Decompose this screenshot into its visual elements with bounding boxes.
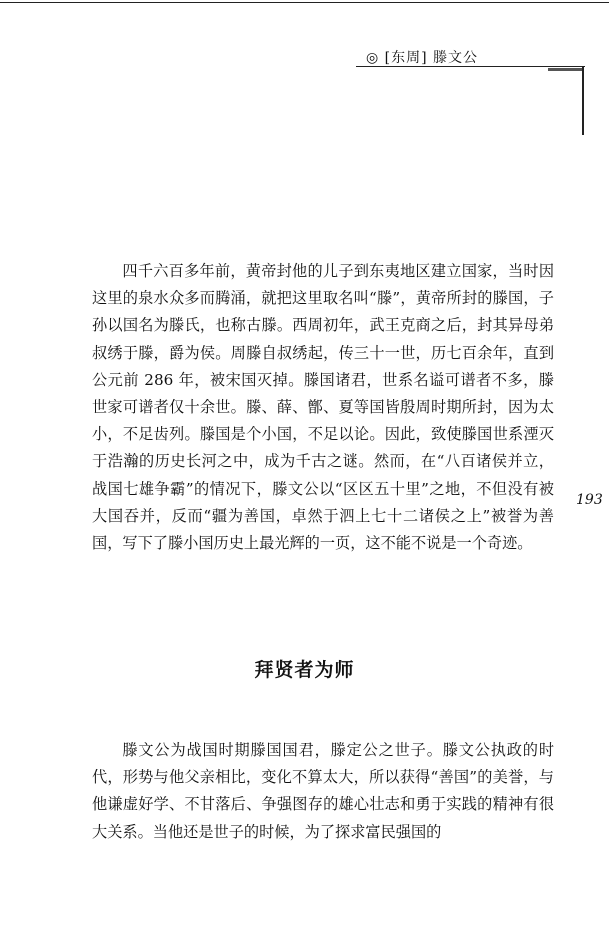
top-border-rule bbox=[0, 2, 609, 3]
page-number: 193 bbox=[576, 492, 603, 508]
section-heading: 拜贤者为师 bbox=[254, 659, 355, 681]
margin-vertical-rule bbox=[582, 66, 584, 135]
body-paragraph-section: 滕文公为战国时期滕国国君，滕定公之世子。滕文公执政的时代，形势与他父亲相比，变化不算太大，所以获得“善国”的美誉，与他谦虚好学、不甘落后、争强图存的雄心壮志和勇于实践的精神有很大关系。当他还是世子的时候，为了探求富民强国的 bbox=[92, 741, 554, 841]
header-ornament-bar bbox=[548, 68, 584, 71]
running-header: ◎ [东周] 滕文公 bbox=[366, 50, 479, 66]
header-rule bbox=[356, 66, 585, 67]
body-paragraph-intro: 四千六百多年前，黄帝封他的儿子到东夷地区建立国家，当时因这里的泉水众多而腾涌，就把这里取名叫“滕”，黄帝所封的滕国，子孙以国名为滕氏，也称古滕。西周初年，武王克商之后，封其异母弟叔绣于滕，爵为侯。周滕自叔绣起，传三十一世，历七百余年，直到公元前 286 年，被宋国灭掉。滕国诸君，世系名谥可谱者不多，滕世家可谱者仅十余世。滕、薛、鄫、夏等国皆殷周时期所封，因为太小，不足齿列。滕国是个小国，不足以论。因此，致使滕国世系湮灭于浩瀚的历史长河之中，成为千古之谜。然而，在“八百诸侯并立，战国七雄争霸”的情况下，滕文公以“区区五十里”之地，不但没有被大国吞并，反而“疆为善国，卓然于泗上七十二诸侯之上”被誉为善国，写下了滕小国历史上最光辉的一页，这不能不说是一个奇迹。 bbox=[92, 262, 554, 553]
